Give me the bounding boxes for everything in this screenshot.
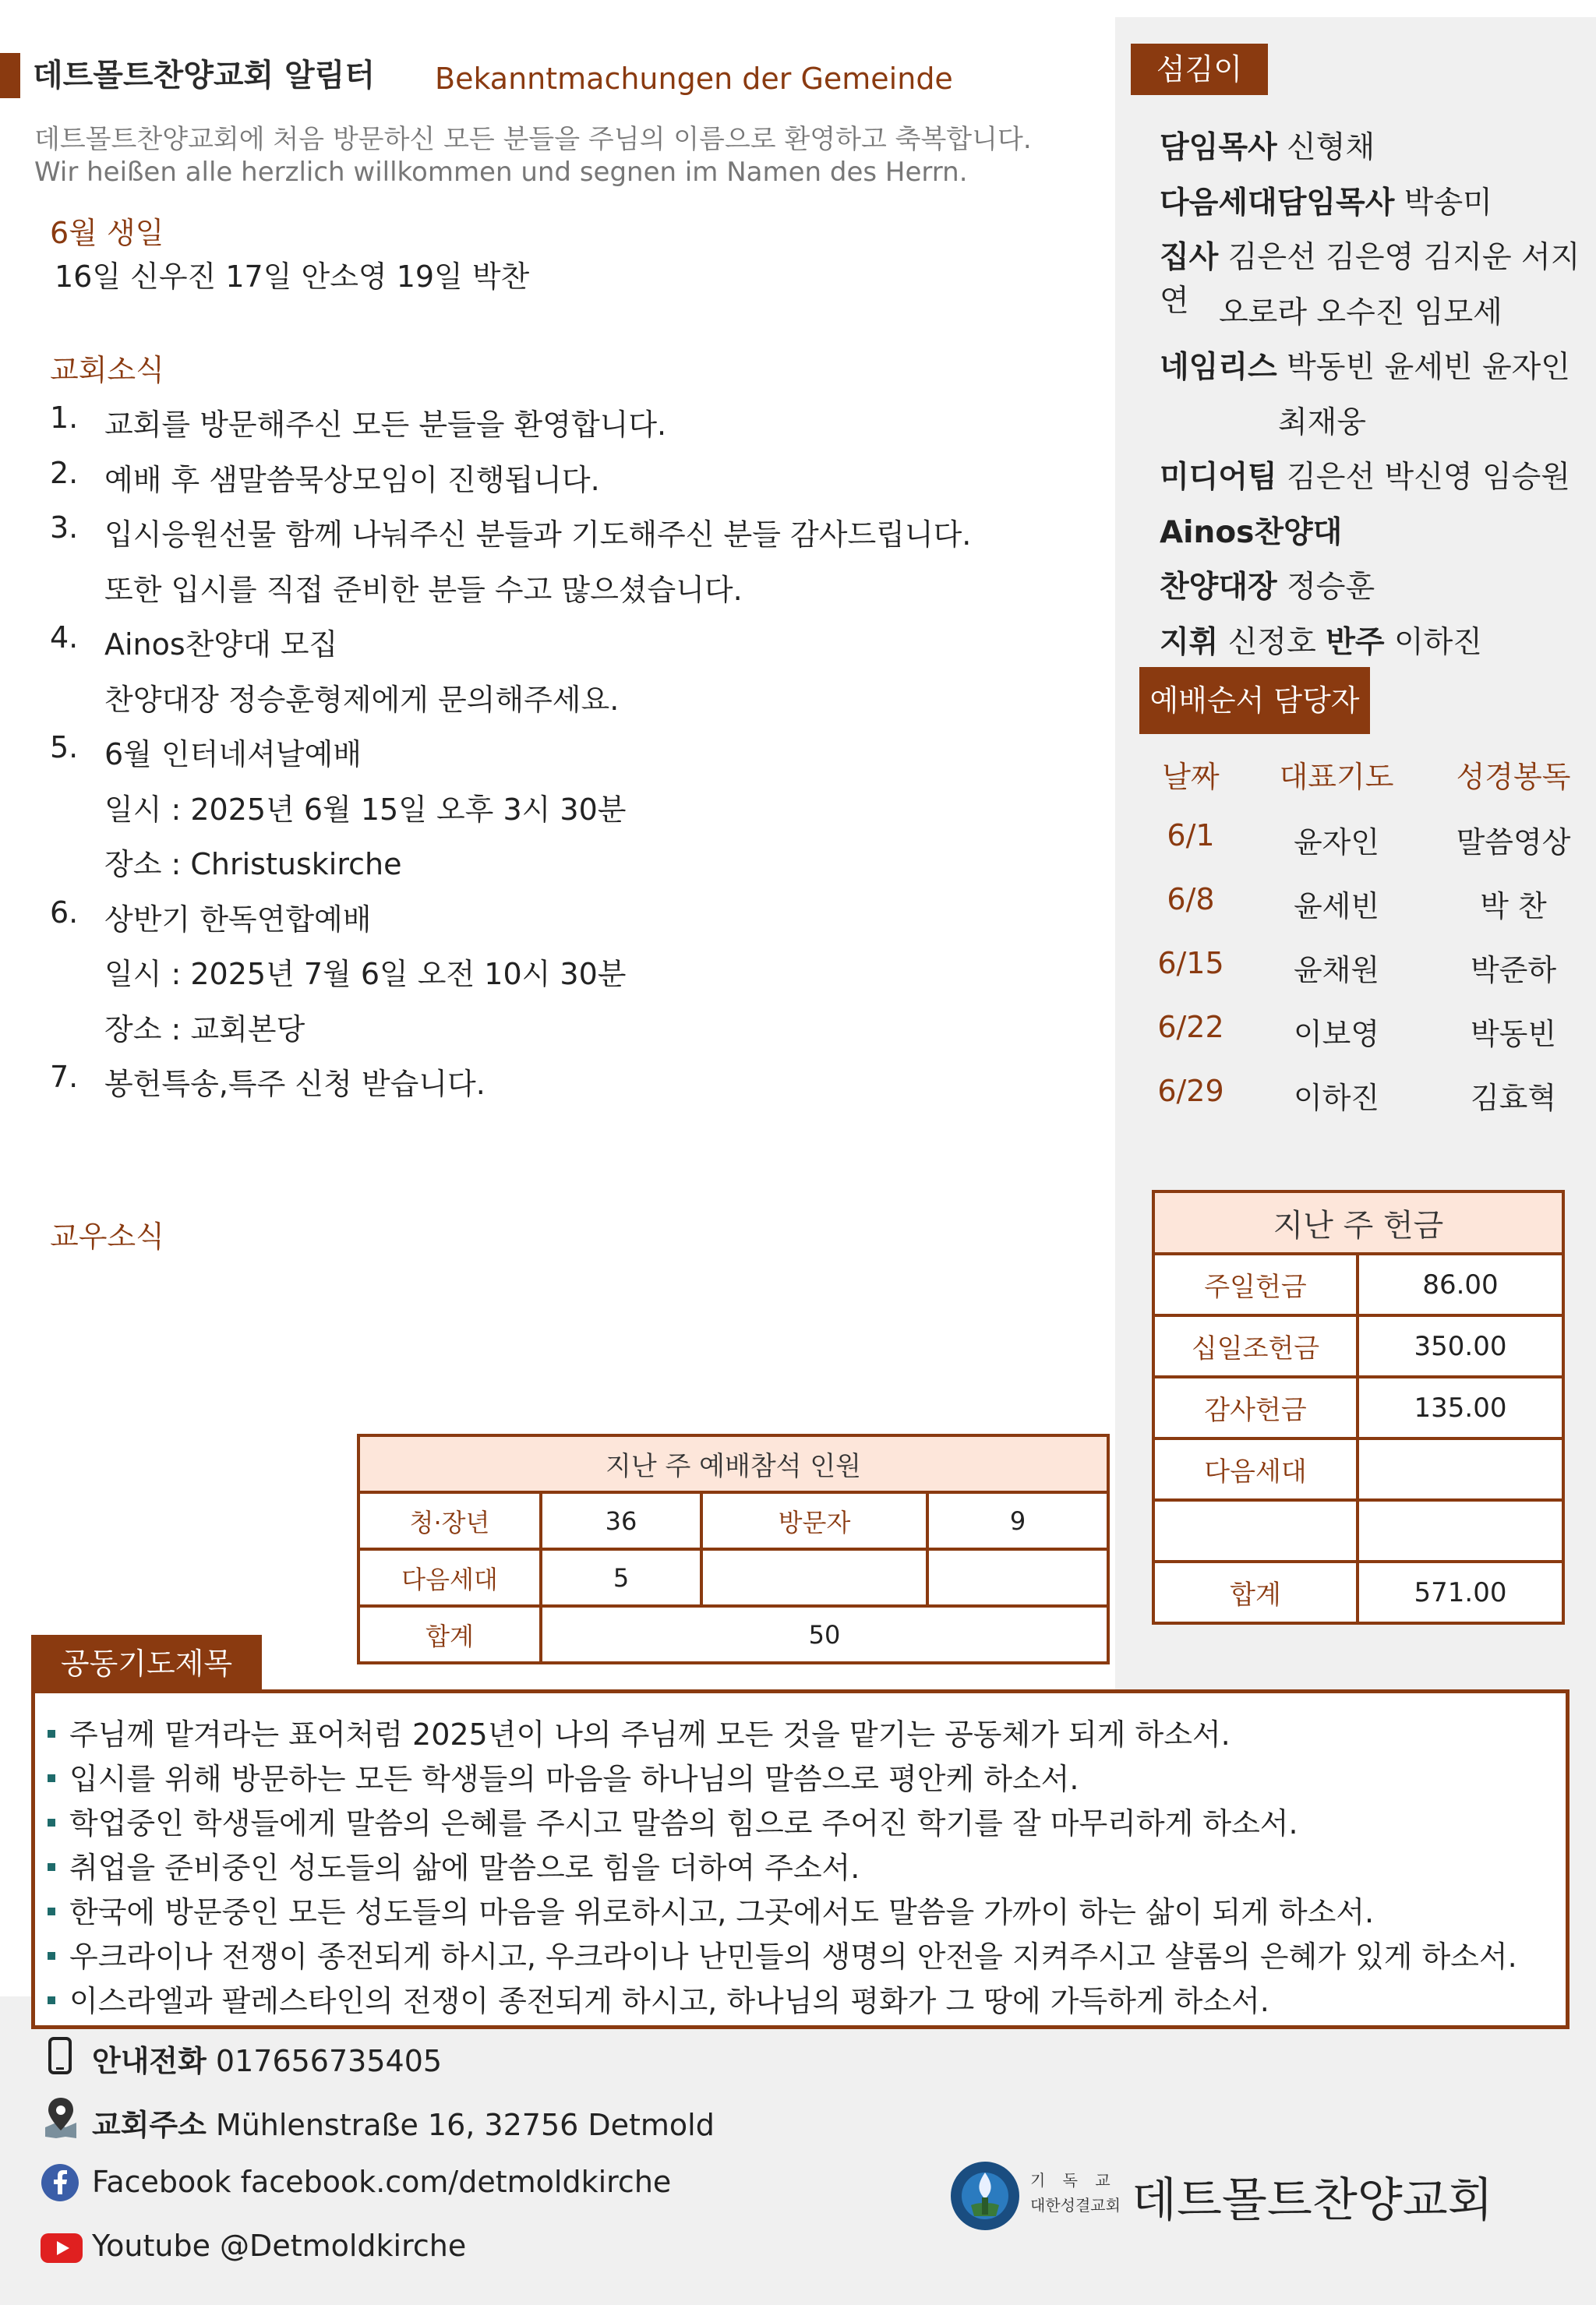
- offering-table: [1152, 1190, 1565, 1625]
- schedule-date: 6/1: [1167, 818, 1215, 852]
- welcome-de: Wir heißen alle herzlich willkommen und segnen im Namen des Herrn.: [34, 157, 968, 188]
- facebook-icon: [41, 2163, 79, 2202]
- schedule-tag: 예배순서 담당자: [1139, 667, 1370, 734]
- staff-names: 김은선 박신영 임승원: [1276, 460, 1570, 495]
- schedule-prayer: 이보영: [1293, 1017, 1380, 1051]
- bullet-icon: [48, 1908, 55, 1915]
- members-news-heading: 교우소식: [50, 1220, 164, 1254]
- staff-names: 김은선 김은영 김지운 서지연: [1160, 240, 1580, 319]
- offering-value: 135.00: [1358, 1377, 1563, 1438]
- next-gen-label: 다음세대: [358, 1549, 541, 1606]
- table-row: [1153, 1377, 1563, 1438]
- prayer-text: 학업중인 학생들에게 말씀의 은혜를 주시고 말씀의 힘으로 주어진 학기를 잘 마무리하게 하소서.: [69, 1806, 1298, 1841]
- table-row: [1153, 1254, 1563, 1315]
- phone-number: 017656735405: [206, 2044, 443, 2078]
- phone-label: 안내전화: [92, 2044, 207, 2078]
- staff-names: 정승훈: [1276, 570, 1375, 605]
- bullet-icon: [48, 1952, 55, 1960]
- schedule-date: 6/8: [1167, 882, 1215, 916]
- staff-role: 지휘: [1160, 624, 1219, 660]
- news-item-number: 3.: [50, 510, 79, 545]
- staff-role: 반주: [1326, 624, 1385, 660]
- address-label: 교회주소: [92, 2108, 207, 2142]
- news-item-line: 예배 후 샘말씀묵상모임이 진행됩니다.: [104, 462, 600, 497]
- prayer-text: 한국에 방문중인 모든 성도들의 마음을 위로하시고, 그곳에서도 말씀을 가까이 하는 삶이 되게 하소서.: [69, 1895, 1375, 1929]
- attendance-table: [357, 1434, 1110, 1664]
- offering-value: [1358, 1438, 1563, 1500]
- table-row: [358, 1549, 1108, 1606]
- offering-value: 86.00: [1358, 1254, 1563, 1315]
- staff-names: 오로라 오수진 임모세: [1219, 295, 1502, 330]
- page-title: 데트몰트찬양교회 알림터: [33, 58, 375, 94]
- offering-total-value: 571.00: [1358, 1562, 1563, 1623]
- phone-icon: [48, 2037, 72, 2074]
- attendance-total-value: 50: [541, 1606, 1108, 1663]
- news-item-number: 2.: [50, 455, 79, 490]
- schedule-prayer: 윤채원: [1293, 953, 1380, 987]
- staff-names: 이하진: [1384, 624, 1482, 660]
- address-text: Mühlenstraße 16, 32756 Detmold: [206, 2108, 715, 2142]
- schedule-reading: 박 찬: [1480, 889, 1547, 923]
- schedule-date: 6/22: [1157, 1010, 1224, 1044]
- staff-row: [1219, 288, 1502, 332]
- prayer-text: 우크라이나 전쟁이 종전되게 하시고, 우크라이나 난민들의 생명의 안전을 지켜주시고 샬롬의 은혜가 있게 하소서.: [69, 1940, 1517, 1974]
- logo-name: 데트몰트찬양교회: [1132, 2173, 1493, 2228]
- staff-row: [1160, 508, 1342, 552]
- staff-names: 신형채: [1276, 130, 1375, 165]
- schedule-reading: 김효혁: [1470, 1081, 1557, 1115]
- page-subtitle: Bekanntmachungen der Gemeinde: [435, 62, 953, 96]
- birthday-heading: 6월 생일: [50, 216, 164, 250]
- staff-row: [1160, 453, 1570, 496]
- news-item-number: 1.: [50, 401, 79, 435]
- schedule-header-prayer: 대표기도: [1279, 760, 1394, 794]
- adult-label: 청·장년: [358, 1492, 541, 1549]
- schedule-header-reading: 성경봉독: [1456, 760, 1571, 794]
- church-logo-icon: [948, 2159, 1022, 2233]
- schedule-prayer: 윤세빈: [1293, 889, 1380, 923]
- offering-label: 다음세대: [1153, 1438, 1358, 1500]
- staff-row: [1278, 398, 1366, 442]
- offering-label: 십일조헌금: [1153, 1315, 1358, 1377]
- prayer-box: [31, 1689, 1570, 2029]
- prayer-item: [48, 1888, 1374, 1931]
- news-item-line: 또한 입시를 직접 준비한 분들 수고 많으셨습니다.: [104, 572, 743, 607]
- table-row: [1153, 1500, 1563, 1562]
- contact-address: [92, 2101, 715, 2144]
- staff-role: 미디어팀: [1160, 460, 1277, 495]
- news-item-line: Ainos찬양대 모집: [104, 627, 338, 662]
- news-item-number: 4.: [50, 620, 79, 655]
- staff-role: 다음세대담임목사: [1160, 185, 1395, 221]
- news-item-line: 장소 : Christuskirche: [104, 847, 402, 881]
- prayer-item: [48, 1710, 1231, 1753]
- news-item-line: 일시 : 2025년 7월 6일 오전 10시 30분: [104, 957, 627, 991]
- adult-value: 36: [541, 1492, 701, 1549]
- staff-role: 집사: [1160, 240, 1219, 275]
- schedule-prayer: 이하진: [1293, 1081, 1380, 1115]
- staff-role: 찬양대장: [1160, 570, 1277, 605]
- table-row: [1153, 1562, 1563, 1623]
- news-item-line: 일시 : 2025년 6월 15일 오후 3시 30분: [104, 792, 627, 827]
- staff-tag: 섬김이: [1131, 44, 1268, 95]
- news-item-line: 장소 : 교회본당: [104, 1011, 305, 1047]
- birthday-text: 16일 신우진 17일 안소영 19일 박찬: [55, 259, 530, 294]
- staff-row: [1160, 618, 1482, 662]
- logo-small-top: 기 독 교: [1030, 2171, 1117, 2190]
- empty-cell: [701, 1549, 927, 1606]
- news-item-number: 7.: [50, 1060, 79, 1094]
- schedule-reading: 말씀영상: [1456, 825, 1571, 860]
- schedule-reading: 박동빈: [1470, 1017, 1557, 1051]
- table-row: [1153, 1315, 1563, 1377]
- staff-row: [1160, 343, 1570, 387]
- prayer-text: 입시를 위해 방문하는 모든 학생들의 마음을 하나님의 말씀으로 평안케 하소서.: [69, 1762, 1079, 1796]
- welcome-ko: 데트몰트찬양교회에 처음 방문하신 모든 분들을 주님의 이름으로 환영하고 축복합니다.: [34, 124, 1032, 155]
- next-gen-value: 5: [541, 1549, 701, 1606]
- visitor-label: 방문자: [701, 1492, 927, 1549]
- bullet-icon: [48, 1730, 55, 1738]
- table-row: [1153, 1438, 1563, 1500]
- youtube-icon: [41, 2233, 83, 2263]
- prayer-item: [48, 1844, 860, 1887]
- staff-names: 박동빈 윤세빈 윤자인: [1276, 350, 1570, 385]
- offering-label: 주일헌금: [1153, 1254, 1358, 1315]
- news-item-line: 봉헌특송,특주 신청 받습니다.: [104, 1067, 486, 1101]
- staff-names: 최재웅: [1278, 404, 1367, 440]
- news-item-number: 5.: [50, 730, 79, 764]
- prayer-text: 이스라엘과 팔레스타인의 전쟁이 종전되게 하시고, 하나님의 평화가 그 땅에 가득하게 하소서.: [69, 1984, 1269, 2018]
- prayer-tag: 공동기도제목: [31, 1635, 262, 1693]
- offering-label: [1153, 1500, 1358, 1562]
- prayer-text: 주님께 맡겨라는 표어처럼 2025년이 나의 주님께 모든 것을 맡기는 공동체가 되게 하소서.: [69, 1717, 1231, 1752]
- prayer-item: [48, 1755, 1079, 1798]
- offering-value: 350.00: [1358, 1315, 1563, 1377]
- news-item-line: 상반기 한독연합예배: [104, 902, 372, 937]
- staff-row: [1160, 123, 1375, 167]
- attendance-total-label: 합계: [358, 1606, 541, 1663]
- schedule-date: 6/15: [1157, 946, 1224, 980]
- table-row: [358, 1492, 1108, 1549]
- schedule-reading: 박준하: [1470, 953, 1557, 987]
- offering-total-label: 합계: [1153, 1562, 1358, 1623]
- news-item-number: 6.: [50, 895, 79, 930]
- staff-row: [1160, 178, 1492, 222]
- prayer-item: [48, 1977, 1269, 2020]
- staff-role: 네임리스: [1160, 350, 1277, 385]
- title-accent-bar: [0, 53, 20, 98]
- prayer-item: [48, 1799, 1298, 1842]
- bullet-icon: [48, 1996, 55, 2004]
- offering-label: 감사헌금: [1153, 1377, 1358, 1438]
- schedule-header-date: 날짜: [1162, 760, 1220, 794]
- staff-role: Ainos찬양대: [1160, 514, 1343, 550]
- staff-names: 박송미: [1394, 185, 1492, 221]
- contact-facebook[interactable]: Facebook facebook.com/detmoldkirche: [92, 2165, 672, 2199]
- news-heading: 교회소식: [50, 353, 164, 387]
- prayer-text: 취업을 준비중인 성도들의 삶에 말씀으로 힘을 더하여 주소서.: [69, 1851, 860, 1885]
- offering-title: 지난 주 헌금: [1153, 1191, 1563, 1254]
- visitor-value: 9: [927, 1492, 1108, 1549]
- staff-role: 담임목사: [1160, 130, 1277, 165]
- bullet-icon: [48, 1774, 55, 1782]
- map-pin-icon: [42, 2096, 79, 2140]
- empty-cell: [927, 1549, 1108, 1606]
- contact-youtube[interactable]: Youtube @Detmoldkirche: [92, 2229, 467, 2263]
- attendance-title: 지난 주 예배참석 인원: [358, 1435, 1108, 1492]
- bullet-icon: [48, 1863, 55, 1871]
- news-item-line: 찬양대장 정승훈형제에게 문의해주세요.: [104, 682, 620, 717]
- schedule-prayer: 윤자인: [1293, 825, 1380, 860]
- table-row: [358, 1606, 1108, 1663]
- bullet-icon: [48, 1819, 55, 1827]
- staff-row: [1160, 563, 1375, 606]
- news-item-line: 교회를 방문해주신 모든 분들을 환영합니다.: [104, 408, 667, 442]
- schedule-date: 6/29: [1157, 1074, 1224, 1108]
- news-item-line: 입시응원선물 함께 나눠주신 분들과 기도해주신 분들 감사드립니다.: [104, 517, 972, 552]
- staff-names: 신정호: [1218, 624, 1326, 660]
- logo-small-bottom: 대한성결교회: [1030, 2196, 1121, 2215]
- news-item-line: 6월 인터네셔날예배: [104, 737, 362, 771]
- prayer-item: [48, 1933, 1517, 1975]
- offering-value: [1358, 1500, 1563, 1562]
- contact-phone: [92, 2037, 442, 2080]
